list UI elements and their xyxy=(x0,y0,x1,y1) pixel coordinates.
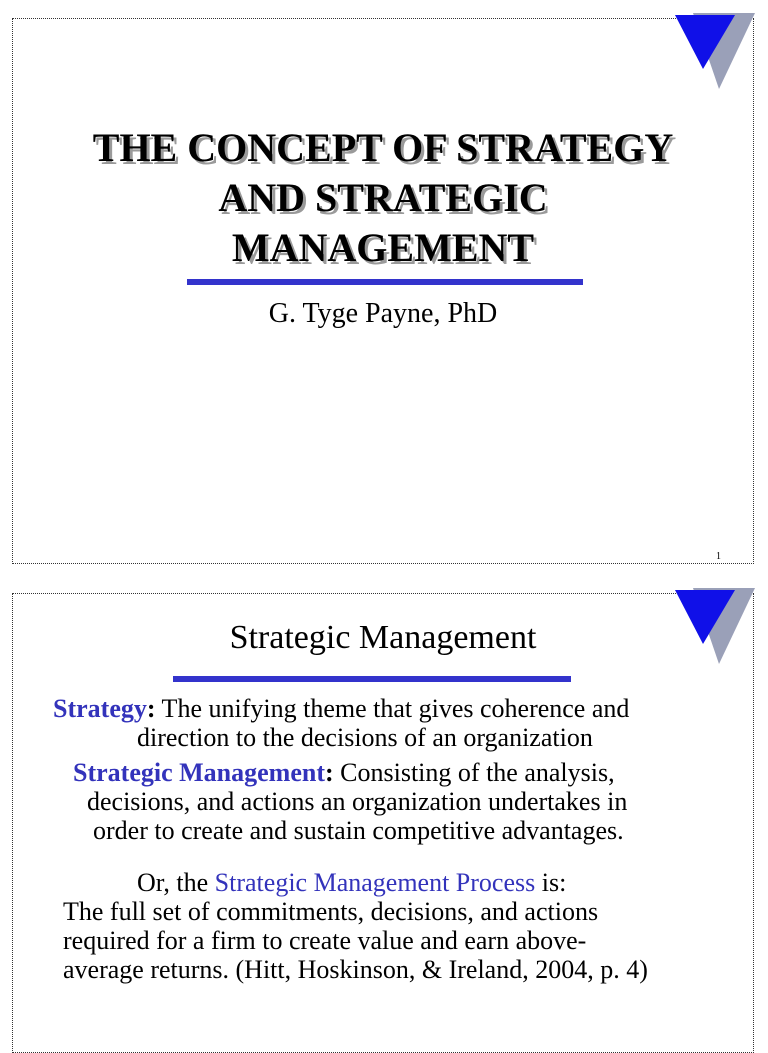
strategy-term: Strategy xyxy=(53,694,147,723)
slide-heading: Strategic Management xyxy=(229,619,537,656)
strategic-management-term: Strategic Management xyxy=(73,758,325,787)
process-intro xyxy=(137,868,737,897)
title-slide xyxy=(12,18,754,564)
strategy-definition xyxy=(53,694,743,752)
process-line-3: average returns. (Hitt, Hoskinson, & Ireland, 2004, p. 4) xyxy=(63,955,648,984)
title-line-2: AND STRATEGIC xyxy=(218,175,548,220)
title-line-3: MANAGEMENT xyxy=(231,225,535,270)
definitions-slide xyxy=(12,593,754,1053)
heading-underline xyxy=(173,676,571,682)
strategy-colon: : xyxy=(146,694,156,723)
presentation-title xyxy=(13,123,753,273)
strategy-line-2: direction to the decisions of an organization xyxy=(137,723,593,752)
strategic-management-line-2: decisions, and actions an organization undertakes in xyxy=(87,787,628,816)
strategic-management-line-3: order to create and sustain competitive advantages. xyxy=(93,816,624,845)
strategic-management-colon: : xyxy=(324,758,334,787)
strategic-management-line-1: Consisting of the analysis, xyxy=(333,758,615,787)
process-line-1: The full set of commitments, decisions, and actions xyxy=(63,897,599,926)
title-underline xyxy=(187,279,583,285)
strategic-management-definition xyxy=(73,758,753,845)
process-definition xyxy=(63,897,753,984)
process-intro-suffix: is: xyxy=(535,868,567,897)
triangle-logo-icon xyxy=(671,13,755,93)
process-term: Strategic Management Process xyxy=(214,868,536,897)
title-line-1: THE CONCEPT OF STRATEGY xyxy=(92,125,674,170)
process-line-2: required for a firm to create value and earn above- xyxy=(63,926,587,955)
strategy-line-1: The unifying theme that gives coherence and xyxy=(155,694,630,723)
process-intro-prefix: Or, the xyxy=(137,868,215,897)
page-number: 1 xyxy=(716,551,721,562)
author-name: G. Tyge Payne, PhD xyxy=(268,298,498,329)
